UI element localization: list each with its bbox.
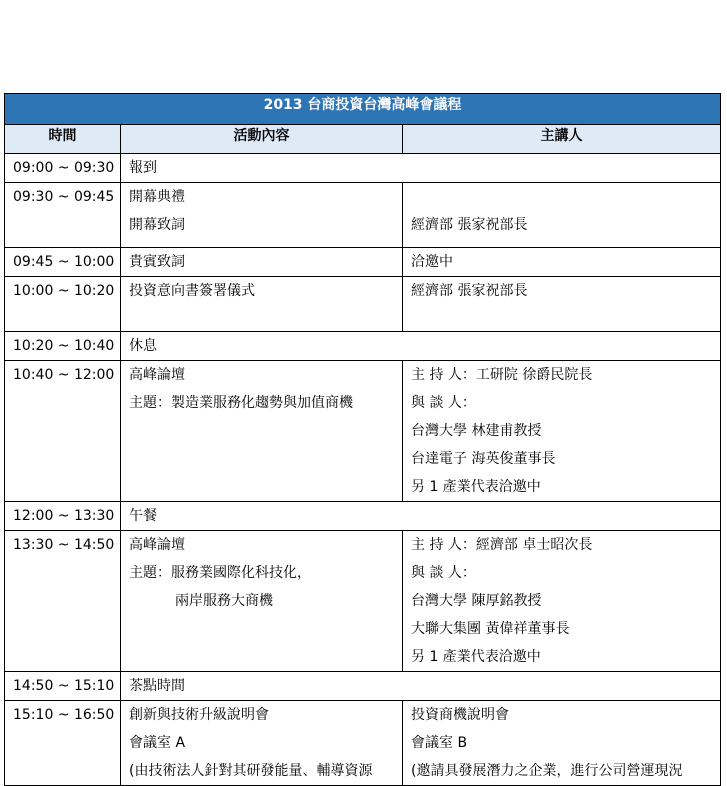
table-header-row bbox=[5, 125, 721, 154]
speaker-cell: 經濟部 張家祝部長 bbox=[403, 183, 721, 248]
table-row bbox=[5, 701, 721, 786]
activity-cell: 投資意向書簽署儀式 bbox=[121, 277, 403, 332]
table-row bbox=[5, 502, 721, 531]
table-row bbox=[5, 531, 721, 672]
header-time: 時間 bbox=[5, 125, 121, 154]
speaker-cell: 經濟部 張家祝部長 bbox=[403, 277, 721, 332]
time-cell: 09:30 ~ 09:45 bbox=[5, 183, 121, 248]
activity-cell: 開幕典禮 開幕致詞 bbox=[121, 183, 403, 248]
table-row bbox=[5, 332, 721, 361]
time-cell: 14:50 ~ 15:10 bbox=[5, 672, 121, 701]
activity-cell: 茶點時間 bbox=[121, 672, 721, 701]
speaker-cell: 投資商機說明會 會議室 B (邀請具發展潛力之企業，進行公司營運現況 bbox=[403, 701, 721, 786]
table-row bbox=[5, 361, 721, 502]
time-cell: 12:00 ~ 13:30 bbox=[5, 502, 121, 531]
activity-cell: 高峰論壇 主題：製造業服務化趨勢與加值商機 bbox=[121, 361, 403, 502]
time-cell: 10:20 ~ 10:40 bbox=[5, 332, 121, 361]
time-cell: 10:00 ~ 10:20 bbox=[5, 277, 121, 332]
time-cell: 09:45 ~ 10:00 bbox=[5, 248, 121, 277]
speaker-cell: 洽邀中 bbox=[403, 248, 721, 277]
time-cell: 09:00 ~ 09:30 bbox=[5, 154, 121, 183]
time-cell: 15:10 ~ 16:50 bbox=[5, 701, 121, 786]
table-title-row bbox=[5, 94, 721, 125]
table-title: 2013 台商投資台灣高峰會議程 bbox=[5, 94, 721, 125]
activity-cell: 報到 bbox=[121, 154, 721, 183]
header-activity: 活動內容 bbox=[121, 125, 403, 154]
header-speaker: 主講人 bbox=[403, 125, 721, 154]
speaker-cell: 主 持 人：經濟部 卓士昭次長 與 談 人： 台灣大學 陳厚銘教授 大聯大集團 黃偉祥董事長 另 1 產業代表洽邀中 bbox=[403, 531, 721, 672]
table-row bbox=[5, 154, 721, 183]
time-cell: 13:30 ~ 14:50 bbox=[5, 531, 121, 672]
speaker-cell: 主 持 人：工研院 徐爵民院長 與 談 人： 台灣大學 林建甫教授 台達電子 海英俊董事長 另 1 產業代表洽邀中 bbox=[403, 361, 721, 502]
time-cell: 10:40 ~ 12:00 bbox=[5, 361, 121, 502]
agenda-table bbox=[4, 93, 721, 786]
activity-cell: 高峰論壇 主題：服務業國際化科技化， 兩岸服務大商機 bbox=[121, 531, 403, 672]
table-row bbox=[5, 183, 721, 248]
activity-cell: 貴賓致詞 bbox=[121, 248, 403, 277]
activity-cell: 午餐 bbox=[121, 502, 721, 531]
activity-cell: 休息 bbox=[121, 332, 721, 361]
table-row bbox=[5, 248, 721, 277]
activity-cell: 創新與技術升級說明會 會議室 A (由技術法人針對其研發能量、輔導資源 bbox=[121, 701, 403, 786]
table-row bbox=[5, 277, 721, 332]
table-row bbox=[5, 672, 721, 701]
